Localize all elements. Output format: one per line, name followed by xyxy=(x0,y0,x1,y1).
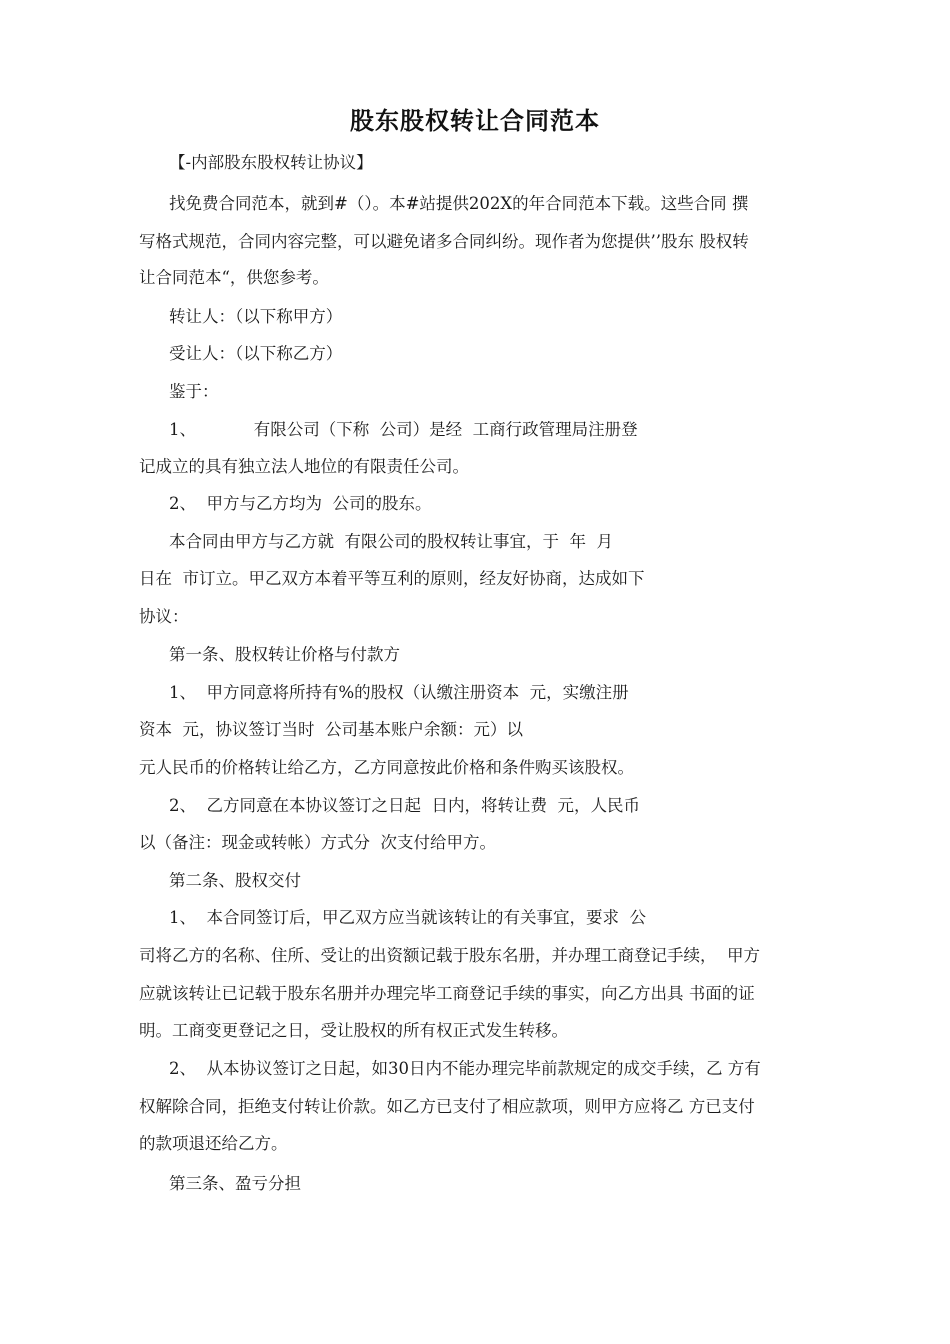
paragraph-line: 让合同范本“，供您参考。 xyxy=(139,268,329,287)
article-heading: 第一条、股权转让价格与付款方 xyxy=(169,645,400,664)
clause-line: 记成立的具有独立法人地位的有限责任公司。 xyxy=(139,457,469,476)
clause-line: 1、 有限公司（下称 公司）是经 工商行政管理局注册登 xyxy=(169,420,638,439)
clause-line: 2、 从本协议签订之日起，如30日内不能办理完毕前款规定的成交手续，乙 方有 xyxy=(169,1059,761,1078)
article-heading: 第二条、股权交付 xyxy=(169,871,301,890)
whereas-heading: 鉴于： xyxy=(169,382,219,401)
paragraph-line: 找免费合同范本，就到#（）。本#站提供202X的年合同范本下载。这些合同 撰 xyxy=(169,194,749,213)
paragraph-line: 协议： xyxy=(139,607,189,626)
clause-line: 权解除合同，拒绝支付转让价款。如乙方已支付了相应款项，则甲方应将乙 方已支付 xyxy=(139,1097,755,1116)
transferor-line: 转让人：（以下称甲方） xyxy=(169,307,343,326)
clause-line: 以（备注：现金或转帐）方式分 次支付给甲方。 xyxy=(139,833,496,852)
clause-line: 元人民币的价格转让给乙方，乙方同意按此价格和条件购买该股权。 xyxy=(139,758,634,777)
clause-line: 明。工商变更登记之日，受让股权的所有权正式发生转移。 xyxy=(139,1021,568,1040)
clause-line: 2、 乙方同意在本协议签订之日起 日内，将转让费 元，人民币 xyxy=(169,796,640,815)
paragraph-line: 本合同由甲方与乙方就 有限公司的股权转让事宜，于 年 月 xyxy=(169,532,613,551)
clause-line: 应就该转让已记载于股东名册并办理完毕工商登记手续的事实，向乙方出具 书面的证 xyxy=(139,984,755,1003)
clause-line: 2、 甲方与乙方均为 公司的股东。 xyxy=(169,494,432,513)
paragraph-line: 写格式规范，合同内容完整，可以避免诸多合同纠纷。现作者为您提供’’股东 股权转 xyxy=(139,232,749,251)
document-title: 股东股权转让合同范本 xyxy=(350,107,600,135)
article-heading: 第三条、盈亏分担 xyxy=(169,1174,301,1193)
clause-line: 1、 甲方同意将所持有%的股权（认缴注册资本 元，实缴注册 xyxy=(169,683,629,702)
clause-line: 1、 本合同签订后，甲乙双方应当就该转让的有关事宜，要求 公 xyxy=(169,908,646,927)
clause-line: 司将乙方的名称、住所、受让的出资额记载于股东名册，并办理工商登记手续， 甲方 xyxy=(139,946,760,965)
transferee-line: 受让人：（以下称乙方） xyxy=(169,344,343,363)
paragraph-line: 日在 市订立。甲乙双方本着平等互利的原则，经友好协商，达成如下 xyxy=(139,569,645,588)
clause-line: 资本 元，协议签订当时 公司基本账户余额：元）以 xyxy=(139,720,523,739)
clause-line: 的款项退还给乙方。 xyxy=(139,1134,288,1153)
subtitle-line: 【-内部股东股权转让协议】 xyxy=(169,153,373,172)
